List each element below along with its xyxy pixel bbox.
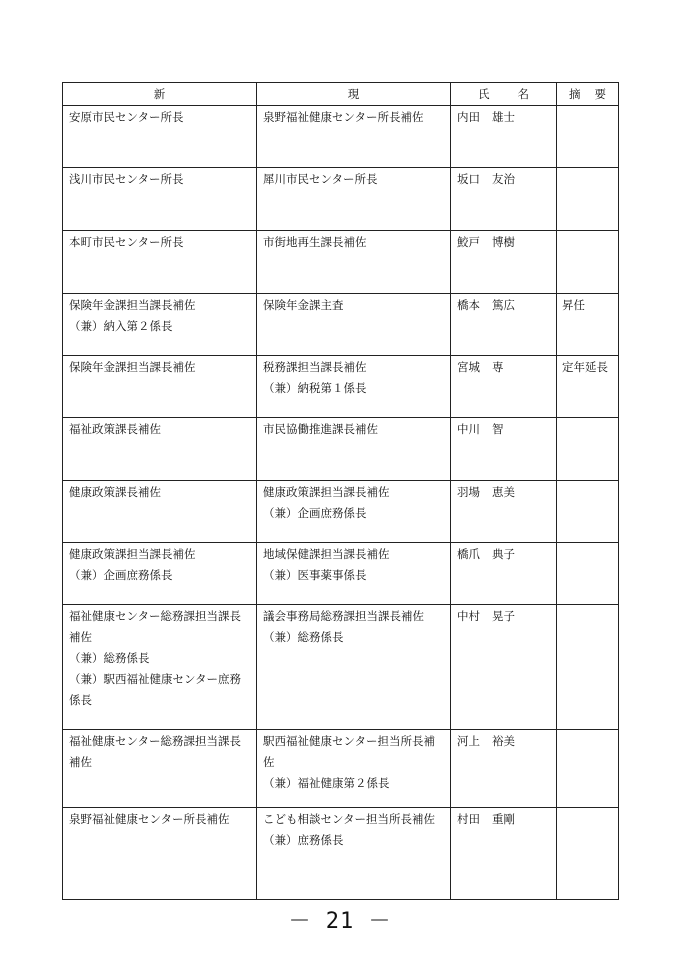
new-position-cell-line: （兼）総務係長 — [69, 651, 150, 665]
new-position-cell-line: 安原市民センター所長 — [69, 110, 184, 124]
family-name: 中川 — [457, 422, 480, 436]
new-position-cell-line: 本町市民センター所長 — [69, 235, 184, 249]
current-position-cell — [257, 543, 451, 605]
note-cell: 昇任 — [557, 294, 619, 356]
new-position-cell — [63, 543, 257, 605]
table-row — [63, 543, 619, 605]
family-name: 橋本 — [457, 298, 480, 312]
new-position-cell-line: 保険年金課担当課長補佐 — [69, 360, 196, 374]
table-row — [63, 356, 619, 418]
family-name: 橋爪 — [457, 547, 480, 561]
current-position-cell-line: 犀川市民センター所長 — [263, 172, 378, 186]
current-position-cell — [257, 605, 451, 730]
current-position-cell-line: 市街地再生課長補佐 — [263, 235, 367, 249]
given-name: 博樹 — [492, 235, 515, 249]
new-position-cell-line: 福祉健康センター総務課担当課長補佐 — [69, 609, 242, 644]
note-cell — [557, 543, 619, 605]
new-position-cell — [63, 106, 257, 168]
new-position-cell-line: 健康政策課担当課長補佐 — [69, 547, 196, 561]
person-name-cell — [451, 730, 557, 808]
table-row — [63, 605, 619, 730]
note-cell — [557, 231, 619, 294]
current-position-cell-line: 市民協働推進課長補佐 — [263, 422, 378, 436]
table-header-row — [63, 83, 619, 106]
current-position-cell — [257, 356, 451, 418]
new-position-cell-line: 保険年金課担当課長補佐 — [69, 298, 196, 312]
header-current: 現 — [257, 83, 451, 106]
table-row — [63, 294, 619, 356]
table-row — [63, 231, 619, 294]
given-name: 智 — [492, 422, 504, 436]
note-cell: 定年延長 — [557, 356, 619, 418]
current-position-cell-line: 泉野福祉健康センター所長補佐 — [263, 110, 424, 124]
person-name-cell — [451, 481, 557, 543]
current-position-cell — [257, 418, 451, 481]
new-position-cell — [63, 808, 257, 900]
given-name: 重剛 — [492, 812, 515, 826]
table-row — [63, 808, 619, 900]
current-position-cell — [257, 808, 451, 900]
person-name-cell — [451, 231, 557, 294]
current-position-cell-line: 議会事務局総務課担当課長補佐 — [263, 609, 424, 623]
new-position-cell-line: 健康政策課長補佐 — [69, 485, 161, 499]
current-position-cell — [257, 168, 451, 231]
given-name: 典子 — [492, 547, 515, 561]
new-position-cell — [63, 231, 257, 294]
note-cell — [557, 168, 619, 231]
given-name: 篤広 — [492, 298, 515, 312]
family-name: 内田 — [457, 110, 480, 124]
table-row — [63, 730, 619, 808]
current-position-cell-line: 保険年金課主査 — [263, 298, 344, 312]
new-position-cell-line: 浅川市民センター所長 — [69, 172, 184, 186]
new-position-cell — [63, 481, 257, 543]
current-position-cell-line: （兼）納税第１係長 — [263, 381, 367, 395]
family-name: 河上 — [457, 734, 480, 748]
header-new: 新 — [63, 83, 257, 106]
note-cell — [557, 730, 619, 808]
new-position-cell-line: （兼）納入第２係長 — [69, 319, 173, 333]
family-name: 坂口 — [457, 172, 480, 186]
person-name-cell — [451, 543, 557, 605]
new-position-cell-line: 福祉健康センター総務課担当課長補佐 — [69, 734, 242, 769]
current-position-cell-line: （兼）庶務係長 — [263, 833, 344, 847]
table-row — [63, 481, 619, 543]
new-position-cell-line: 福祉政策課長補佐 — [69, 422, 161, 436]
current-position-cell-line: （兼）医事薬事係長 — [263, 568, 367, 582]
given-name: 友治 — [492, 172, 515, 186]
given-name: 裕美 — [492, 734, 515, 748]
new-position-cell — [63, 605, 257, 730]
note-cell — [557, 418, 619, 481]
person-name-cell — [451, 106, 557, 168]
new-position-cell-line: （兼）企画庶務係長 — [69, 568, 173, 582]
person-name-cell — [451, 356, 557, 418]
table-row — [63, 418, 619, 481]
current-position-cell-line: 健康政策課担当課長補佐 — [263, 485, 390, 499]
current-position-cell — [257, 106, 451, 168]
new-position-cell — [63, 730, 257, 808]
note-cell — [557, 808, 619, 900]
family-name: 羽場 — [457, 485, 480, 499]
new-position-cell — [63, 294, 257, 356]
personnel-table — [62, 82, 619, 900]
person-name-cell — [451, 808, 557, 900]
current-position-cell-line: 地域保健課担当課長補佐 — [263, 547, 390, 561]
person-name-cell — [451, 605, 557, 730]
current-position-cell-line: 税務課担当課長補佐 — [263, 360, 367, 374]
current-position-cell-line: 駅西福祉健康センター担当所長補佐 — [263, 734, 436, 769]
family-name: 村田 — [457, 812, 480, 826]
note-cell — [557, 605, 619, 730]
new-position-cell — [63, 356, 257, 418]
family-name: 中村 — [457, 609, 480, 623]
given-name: 晃子 — [492, 609, 515, 623]
family-name: 宮城 — [457, 360, 480, 374]
family-name: 鮫戸 — [457, 235, 480, 249]
current-position-cell — [257, 730, 451, 808]
given-name: 雄士 — [492, 110, 515, 124]
header-name: 氏 名 — [451, 83, 557, 106]
new-position-cell — [63, 418, 257, 481]
given-name: 恵美 — [492, 485, 515, 499]
note-cell — [557, 106, 619, 168]
table-row — [63, 106, 619, 168]
current-position-cell-line: （兼）総務係長 — [263, 630, 344, 644]
current-position-cell — [257, 294, 451, 356]
note-cell — [557, 481, 619, 543]
current-position-cell — [257, 481, 451, 543]
page-number: － 21 － — [288, 909, 392, 934]
current-position-cell — [257, 231, 451, 294]
new-position-cell-line: 泉野福祉健康センター所長補佐 — [69, 812, 230, 826]
person-name-cell — [451, 168, 557, 231]
table-row — [63, 168, 619, 231]
new-position-cell — [63, 168, 257, 231]
current-position-cell-line: （兼）企画庶務係長 — [263, 506, 367, 520]
person-name-cell — [451, 294, 557, 356]
current-position-cell-line: こども相談センター担当所長補佐 — [263, 812, 436, 826]
person-name-cell — [451, 418, 557, 481]
given-name: 専 — [492, 360, 504, 374]
header-note: 摘 要 — [557, 83, 619, 106]
new-position-cell-line: （兼）駅西福祉健康センター庶務係長 — [69, 672, 242, 707]
current-position-cell-line: （兼）福祉健康第２係長 — [263, 776, 390, 790]
